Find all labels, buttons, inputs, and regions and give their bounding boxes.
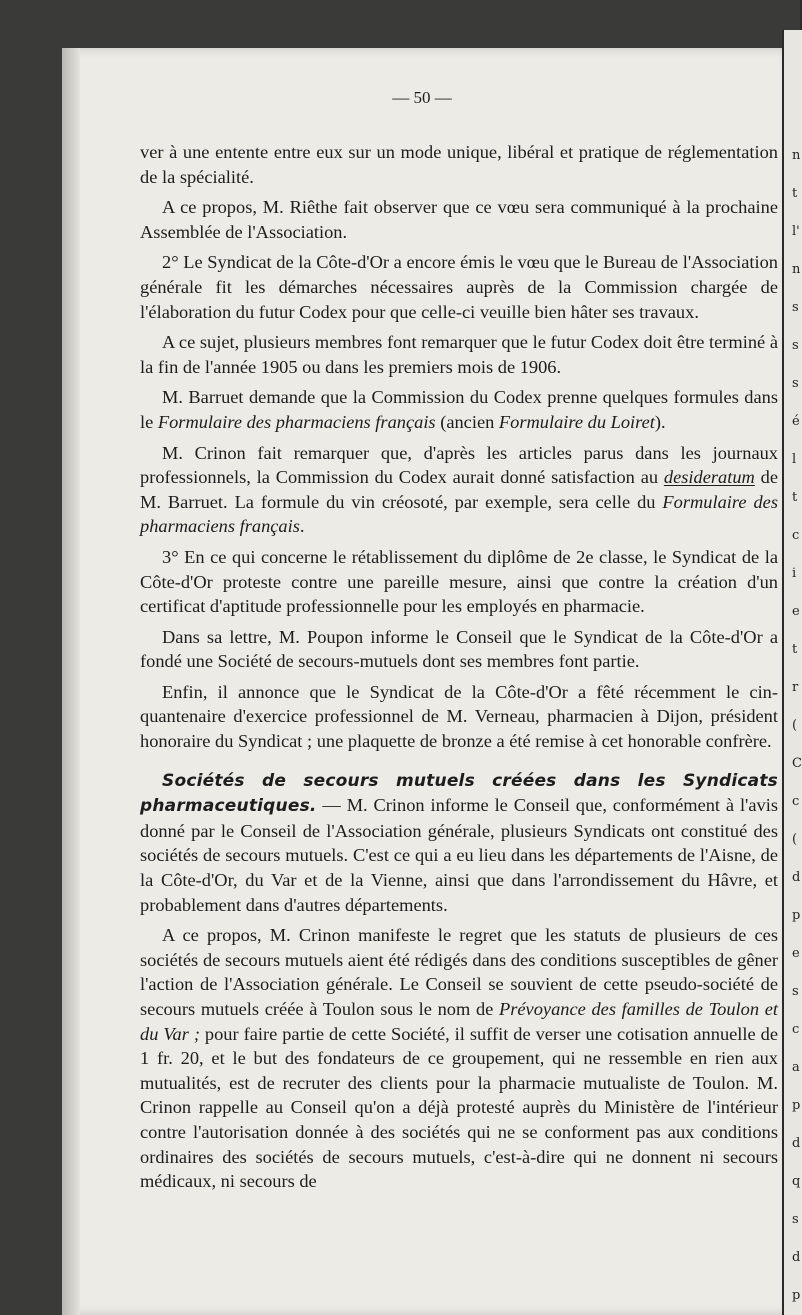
text-run: M. Crinon fait remarquer que, d'après les articles parus dans les journaux professionnels, la Commission du Codex aurait donné satisfaction au [140, 442, 778, 488]
text-run: ). [654, 411, 666, 432]
paragraph [140, 441, 778, 539]
adjacent-page-letter: t [792, 490, 798, 505]
adjacent-page-letter: C [792, 756, 802, 771]
adjacent-page-letter: s [792, 376, 799, 391]
italic-title: Formulaire des pharmaciens français [140, 491, 778, 537]
text-run: de M. Barruet. La formule du vin créosoté, par exemple, sera celle du [140, 467, 778, 512]
text-run: . [299, 516, 305, 537]
adjacent-page-letter: p [792, 908, 801, 923]
text-run: (ancien [435, 411, 499, 432]
section-paragraph [140, 768, 778, 918]
adjacent-page-letter: ( [792, 718, 798, 733]
adjacent-page-letter: d [792, 1136, 801, 1151]
paragraph: 3° En ce qui concerne le rétablissement du diplôme de 2e classe, le Syndicat de la Côte-d'Or proteste contre une pareille mesure, ainsi que contre la création d'un certificat d'aptitude professionnelle pour les employés en pharmacie. [140, 546, 778, 617]
paragraph: 2° Le Syndicat de la Côte-d'Or a encore émis le vœu que le Bureau de l'Association générale fit les démarches nécessaires auprès de la Commission chargée de l'élaboration du futur Codex pour que celle-ci veuille bien hâter ses travaux. [140, 252, 778, 322]
paragraph: ver à une entente entre eux sur un mode unique, libéral et pratique de réglementation de la spécialité. [140, 142, 778, 187]
italic-title: Prévoyance des familles de Toulon et du Var ; [140, 999, 778, 1044]
page-binding-shadow [62, 48, 80, 1315]
document-page [62, 48, 782, 1315]
italic-term: desideratum [663, 467, 755, 488]
paragraph: Enfin, il annonce que le Syndicat de la Côte-d'Or a fêté récemment le cinquantenaire d'exercice professionnel de M. Verneau, pharmacien à Dijon, président honoraire du Syndicat ; une plaquette de bronze a été remise à cet honorable confrère. [140, 681, 778, 752]
paragraph: A ce propos, M. Riêthe fait observer que ce vœu sera communiqué à la prochaine Assemblée de l'Association. [140, 197, 778, 242]
adjacent-page-letter: t [792, 186, 798, 201]
adjacent-page-letter: n [792, 262, 801, 277]
adjacent-page-letter: s [792, 984, 799, 999]
text-run: M. Barruet demande que la Commission du Codex prenne quelques formules dans le [140, 387, 778, 432]
adjacent-page-letter: l [792, 452, 797, 467]
text-run: A ce propos, M. Crinon manifeste le regret que les statuts de plusieurs de ces sociétés de secours mutuels aient été rédigés dans des conditions susceptibles de gêner l'action de l'Association générale. Le Conseil se souvient de cette pseudo-société de secours mutuels créée à Toulon sous le nom de [140, 925, 778, 1019]
adjacent-page-letter: p [792, 1288, 801, 1303]
adjacent-page-edge [782, 30, 802, 1315]
section-heading: Sociétés de secours mutuels créées dans les Syndicats pharmaceutiques. [140, 770, 778, 817]
paragraph: Dans sa lettre, M. Poupon informe le Conseil que le Syndicat de la Côte-d'Or a fondé une Société de secours-mutuels dont ses membres font partie. [140, 626, 778, 672]
page-number: — 50 — [392, 88, 452, 107]
page-body [140, 140, 778, 1200]
adjacent-page-letter: l' [792, 224, 800, 239]
adjacent-page-letter: c [792, 528, 800, 543]
adjacent-page-letter: s [792, 338, 799, 353]
adjacent-page-letter: s [792, 300, 799, 315]
adjacent-page-letter: p [792, 1098, 801, 1113]
adjacent-page-letter: ( [792, 832, 798, 847]
adjacent-page-letter: n [792, 148, 801, 163]
adjacent-page-letter: c [792, 1022, 800, 1037]
paragraph [140, 385, 778, 434]
text-run: pour faire partie de cette Société, il suffit de verser une cotisation annuelle de 1 fr. 20, et le but des fondateurs de ce groupement, qui ne ressemble en rien aux mutualités, est de recruter des clients pour la pharmacie mutualiste de Toulon. M. Crinon rappelle au Conseil qu'on a déjà protesté auprès du Ministère de l'intérieur contre l'autorisation donnée à des sociétés qui ne se conforment pas aux conditions ordinaires des sociétés de secours mutuels, c'est-à-dire qui ne donnent ni secours médicaux, ni secours de [140, 1023, 778, 1192]
adjacent-page-letter: i [792, 566, 797, 581]
adjacent-page-letter: r [792, 680, 799, 695]
adjacent-page-letter: a [792, 1060, 800, 1075]
italic-title: Formulaire du Loiret [498, 411, 655, 432]
italic-title: Formulaire des pharmaciens français [157, 411, 436, 432]
adjacent-page-letter: é [792, 414, 800, 429]
adjacent-page-letter: s [792, 1212, 799, 1227]
adjacent-page-letter: d [792, 870, 801, 885]
adjacent-page-letter: q [792, 1174, 801, 1189]
paragraph [140, 923, 778, 1194]
adjacent-page-letter: e [792, 946, 800, 961]
adjacent-page-letter: d [792, 1250, 801, 1265]
adjacent-page-letter: t [792, 642, 798, 657]
paragraph: A ce sujet, plusieurs membres font remarquer que le futur Codex doit être terminé à la fin de l'année 1905 ou dans les premiers mois de 1906. [140, 332, 778, 377]
adjacent-page-letter: c [792, 794, 800, 809]
text-run: — M. Crinon informe le Conseil que, conformément à l'avis donné par le Conseil de l'Association générale, plusieurs Syndicats ont constitué des sociétés de secours mutuels. C'est ce qui a eu lieu dans les départements de l'Aisne, de la Côte-d'Or, du Var et de la Vienne, ainsi que dans l'arrondissement du Hâvre, et probablement dans d'autres départements. [140, 795, 778, 915]
adjacent-page-letter: e [792, 604, 800, 619]
